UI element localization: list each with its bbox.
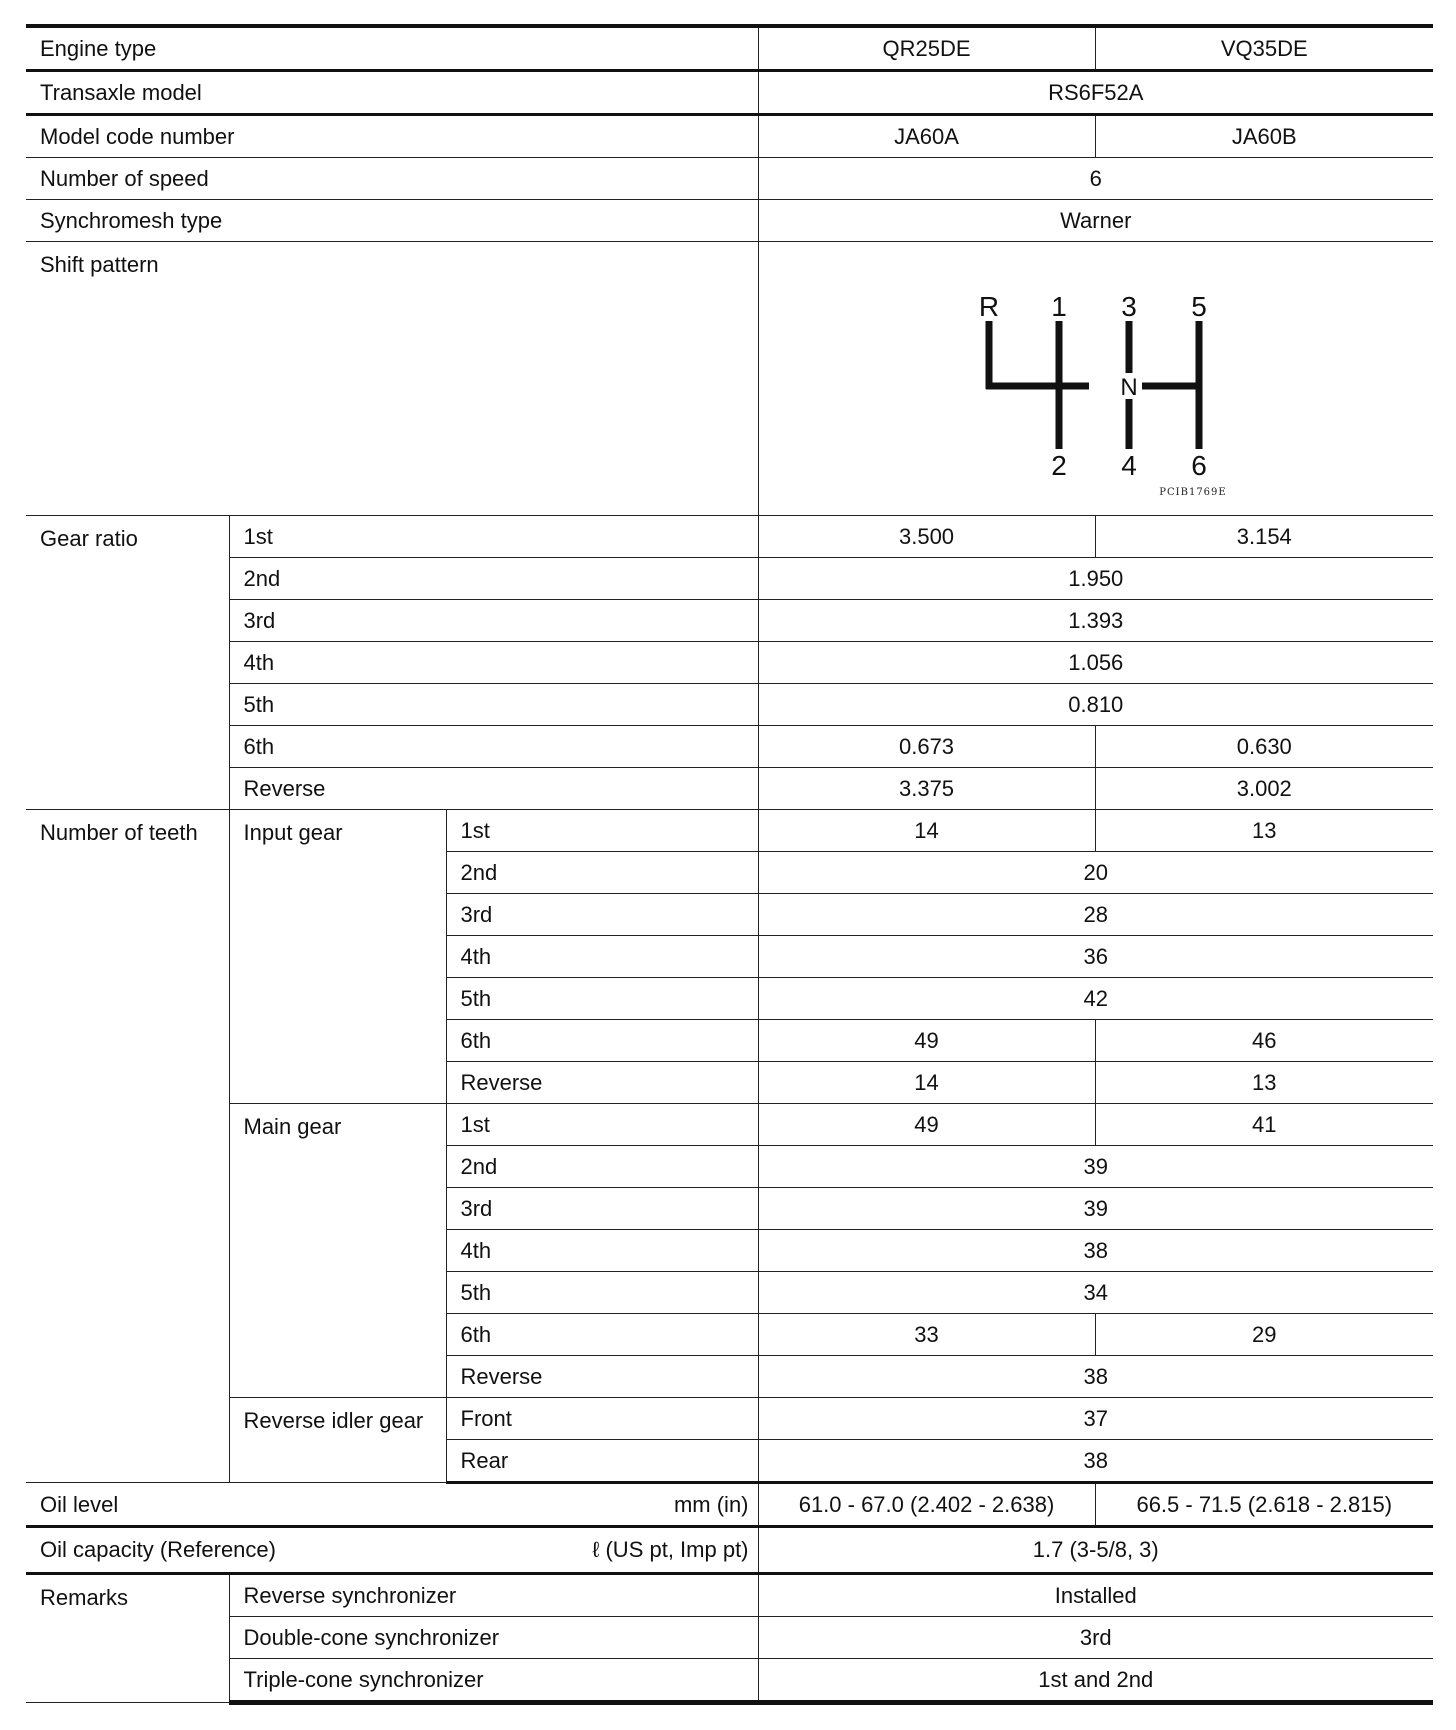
oil-level-value-1: 61.0 - 67.0 (2.402 - 2.638)	[758, 1483, 1095, 1527]
shift-label-6: 6	[1190, 449, 1207, 481]
teeth-value: 46	[1095, 1020, 1433, 1062]
teeth-gear: 1st	[446, 810, 758, 852]
gear-ratio-row-3rd	[26, 600, 1433, 642]
transaxle-value: RS6F52A	[758, 71, 1433, 115]
oil-capacity-cell	[26, 1527, 758, 1574]
gear-ratio-gear: 2nd	[229, 558, 758, 600]
teeth-value: 38	[758, 1356, 1433, 1398]
teeth-gear: 4th	[446, 1230, 758, 1272]
teeth-value: 34	[758, 1272, 1433, 1314]
teeth-label: Number of teeth	[26, 810, 229, 1483]
teeth-value: 14	[758, 810, 1095, 852]
teeth-value: 28	[758, 894, 1433, 936]
oil-capacity-row	[26, 1527, 1433, 1574]
shift-pattern-row	[26, 242, 1433, 516]
gear-ratio-label: Gear ratio	[26, 516, 229, 810]
speeds-value: 6	[758, 158, 1433, 200]
gear-ratio-row-5th	[26, 684, 1433, 726]
gear-ratio-row-reverse	[26, 768, 1433, 810]
teeth-gear: 5th	[446, 978, 758, 1020]
remarks-item: Double-cone synchronizer	[229, 1617, 758, 1659]
gear-ratio-row-4th	[26, 642, 1433, 684]
oil-level-row	[26, 1483, 1433, 1527]
shift-pattern-diagram	[759, 249, 1434, 509]
shift-label-r: R	[978, 290, 999, 322]
synchro-value: Warner	[758, 200, 1433, 242]
model-code-label: Model code number	[26, 115, 758, 158]
teeth-gear: Reverse	[446, 1062, 758, 1104]
teeth-value: 39	[758, 1146, 1433, 1188]
teeth-value: 37	[758, 1398, 1433, 1440]
speeds-label: Number of speed	[26, 158, 758, 200]
idler-gear-label: Reverse idler gear	[229, 1398, 446, 1483]
teeth-gear: Front	[446, 1398, 758, 1440]
input-gear-label: Input gear	[229, 810, 446, 1104]
teeth-idler-row	[26, 1398, 1433, 1440]
specification-table	[26, 24, 1433, 1705]
gear-ratio-value: 3.002	[1095, 768, 1433, 810]
shift-label-2: 2	[1050, 449, 1067, 481]
gear-ratio-value: 1.056	[758, 642, 1433, 684]
gear-ratio-value: 0.630	[1095, 726, 1433, 768]
teeth-gear: Reverse	[446, 1356, 758, 1398]
remarks-value: Installed	[758, 1574, 1433, 1617]
transaxle-row	[26, 71, 1433, 115]
teeth-value: 36	[758, 936, 1433, 978]
oil-level-value-2: 66.5 - 71.5 (2.618 - 2.815)	[1095, 1483, 1433, 1527]
gear-ratio-gear: 6th	[229, 726, 758, 768]
engine-type-label: Engine type	[26, 26, 758, 71]
synchro-label: Synchromesh type	[26, 200, 758, 242]
teeth-gear: 3rd	[446, 1188, 758, 1230]
oil-level-unit: mm (in)	[673, 1491, 749, 1517]
gear-ratio-value: 3.500	[758, 516, 1095, 558]
gear-ratio-value: 0.673	[758, 726, 1095, 768]
shift-label-neutral: N	[1119, 373, 1138, 401]
teeth-value: 13	[1095, 810, 1433, 852]
transaxle-label: Transaxle model	[26, 71, 758, 115]
gear-ratio-row-2nd	[26, 558, 1433, 600]
teeth-value: 20	[758, 852, 1433, 894]
oil-capacity-unit: ℓ (US pt, Imp pt)	[592, 1537, 749, 1562]
teeth-gear: 6th	[446, 1020, 758, 1062]
shift-label-3: 3	[1120, 290, 1137, 322]
gear-ratio-value: 3.375	[758, 768, 1095, 810]
main-gear-label: Main gear	[229, 1104, 446, 1398]
teeth-value: 38	[758, 1230, 1433, 1272]
teeth-value: 14	[758, 1062, 1095, 1104]
teeth-value: 41	[1095, 1104, 1433, 1146]
oil-capacity-value: 1.7 (3-5/8, 3)	[758, 1527, 1433, 1574]
oil-capacity-label: Oil capacity (Reference)	[40, 1537, 276, 1562]
teeth-value: 39	[758, 1188, 1433, 1230]
teeth-value: 38	[758, 1440, 1433, 1483]
model-code-row	[26, 115, 1433, 158]
teeth-gear: 2nd	[446, 852, 758, 894]
teeth-value: 42	[758, 978, 1433, 1020]
model-code-2: JA60B	[1095, 115, 1433, 158]
shift-pattern-label: Shift pattern	[26, 242, 758, 516]
teeth-input-row	[26, 810, 1433, 852]
shift-label-5: 5	[1190, 290, 1207, 322]
teeth-value: 29	[1095, 1314, 1433, 1356]
remarks-row	[26, 1617, 1433, 1659]
gear-ratio-value: 1.393	[758, 600, 1433, 642]
remarks-row	[26, 1659, 1433, 1703]
teeth-value: 49	[758, 1020, 1095, 1062]
remarks-value: 1st and 2nd	[758, 1659, 1433, 1703]
teeth-gear: 3rd	[446, 894, 758, 936]
gear-ratio-gear: 4th	[229, 642, 758, 684]
remarks-value: 3rd	[758, 1617, 1433, 1659]
engine-qr25de: QR25DE	[758, 26, 1095, 71]
teeth-gear: 2nd	[446, 1146, 758, 1188]
gear-ratio-gear: Reverse	[229, 768, 758, 810]
oil-level-cell	[26, 1483, 758, 1527]
remarks-label: Remarks	[26, 1574, 229, 1703]
remarks-item: Triple-cone synchronizer	[229, 1659, 758, 1703]
engine-type-row	[26, 26, 1433, 71]
gear-ratio-row-1st	[26, 516, 1433, 558]
shift-pattern-cell	[758, 242, 1433, 516]
remarks-row	[26, 1574, 1433, 1617]
teeth-gear: Rear	[446, 1440, 758, 1483]
teeth-main-row	[26, 1104, 1433, 1146]
gear-ratio-value: 0.810	[758, 684, 1433, 726]
shift-label-1: 1	[1050, 290, 1067, 322]
engine-vq35de: VQ35DE	[1095, 26, 1433, 71]
shift-label-4: 4	[1120, 449, 1137, 481]
teeth-value: 49	[758, 1104, 1095, 1146]
remarks-item: Reverse synchronizer	[229, 1574, 758, 1617]
shift-pattern-svg	[759, 249, 1434, 511]
gear-ratio-gear: 5th	[229, 684, 758, 726]
gear-ratio-row-6th	[26, 726, 1433, 768]
teeth-gear: 5th	[446, 1272, 758, 1314]
speeds-row	[26, 158, 1433, 200]
synchro-row	[26, 200, 1433, 242]
teeth-gear: 4th	[446, 936, 758, 978]
teeth-value: 33	[758, 1314, 1095, 1356]
gear-ratio-value: 3.154	[1095, 516, 1433, 558]
teeth-gear: 6th	[446, 1314, 758, 1356]
gear-ratio-gear: 3rd	[229, 600, 758, 642]
gear-ratio-value: 1.950	[758, 558, 1433, 600]
teeth-value: 13	[1095, 1062, 1433, 1104]
model-code-1: JA60A	[758, 115, 1095, 158]
figure-code: PCIB1769E	[1158, 486, 1227, 498]
gear-ratio-gear: 1st	[229, 516, 758, 558]
teeth-gear: 1st	[446, 1104, 758, 1146]
oil-level-label: Oil level	[40, 1491, 119, 1517]
